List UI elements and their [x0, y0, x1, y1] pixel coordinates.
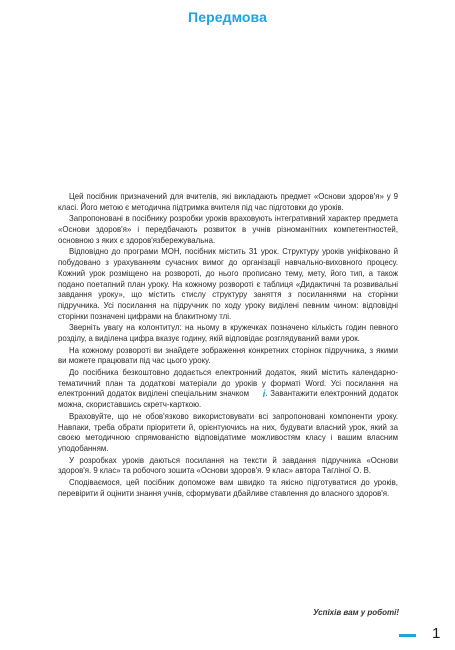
- paragraph: Запропоновані в посібнику розробки уроків враховують інтегративний характер предмета «Основи здоров'я» і передбачають розвиток в учнів різноманітних компетентностей, основною з яких є здоров'язбережувальна.: [58, 214, 398, 245]
- document-i-icon: i: [262, 388, 266, 400]
- paragraph: На кожному розвороті ви знайдете зображення конкретних сторінок підручника, з якими ви можете працювати під час цього уроку.: [58, 345, 398, 366]
- paragraph-electronic-supplement: [58, 368, 398, 411]
- page-number: 1: [432, 625, 441, 642]
- paragraph: Враховуйте, що не обов'язково використовувати всі запропоновані компоненти уроку. Навпаки, треба обрати пріоритети й, орієнтуючись на них, будувати власний урок, який за своєю методичною спрямованістю відповідатиме можливостям класу і вашим власним уподобанням.: [58, 411, 398, 454]
- paragraph: Сподіваємося, цей посібник допоможе вам швидко та якісно підготуватися до уроків, перевірити й оцінити знання учнів, сформувати дбайливе ставлення до власного здоров'я.: [58, 477, 398, 498]
- paragraph: Відповідно до програми МОН, посібник містить 31 урок. Структуру уроків уніфіковано й побудовано з урахуванням сучасних вимог до організації навчально-виховного процесу. Кожний урок розміщено на розвороті, до нього прописано тему, мету, його тип, а також подано поетапний план уроку. На кожному розвороті є таблиця «Дидактичні та розвивальні завдання уроку», що містить стислу структуру заняття з посиланнями на сторінки підручника. Усі посилання на підручник по ходу уроку виділені певним чином: відповідні сторінки позначені цифрами на блакитному тлі.: [58, 247, 398, 321]
- paragraph: Зверніть увагу на колонтитул: на ньому в кружечках позначено кількість годин певного розділу, а виділена цифра вказує годину, якій відповідає розглядуваний вами урок.: [58, 323, 398, 344]
- paragraph: Цей посібник призначений для вчителів, які викладають предмет «Основи здоров'я» у 9 класі. Його метою є методична підтримка вчителя під час підготовки до уроків.: [58, 192, 398, 212]
- paragraph: У розробках уроків даються посилання на тексти й завдання підручника «Основи здоров'я. 9 клас» та робочого зошита «Основи здоров'я. 9 клас» автора Таглiної О. В.: [58, 455, 398, 476]
- footer-accent-line: [399, 634, 416, 637]
- page-title: Передмова: [188, 9, 267, 25]
- paragraph-text: До посібника безкоштовно додається електронний додаток, який містить календарно-тематичний план та додаткові матеріали до уроків у форматі Word. Усі посилання на електронний додаток виділені спеціальним значком: [58, 367, 398, 399]
- closing-wish: Успіхів вам у роботі!: [313, 608, 399, 617]
- body-text: [58, 192, 398, 499]
- paragraph-text: . Завантажити електронний додаток можна, скориставшись скретч-карткою.: [58, 389, 398, 410]
